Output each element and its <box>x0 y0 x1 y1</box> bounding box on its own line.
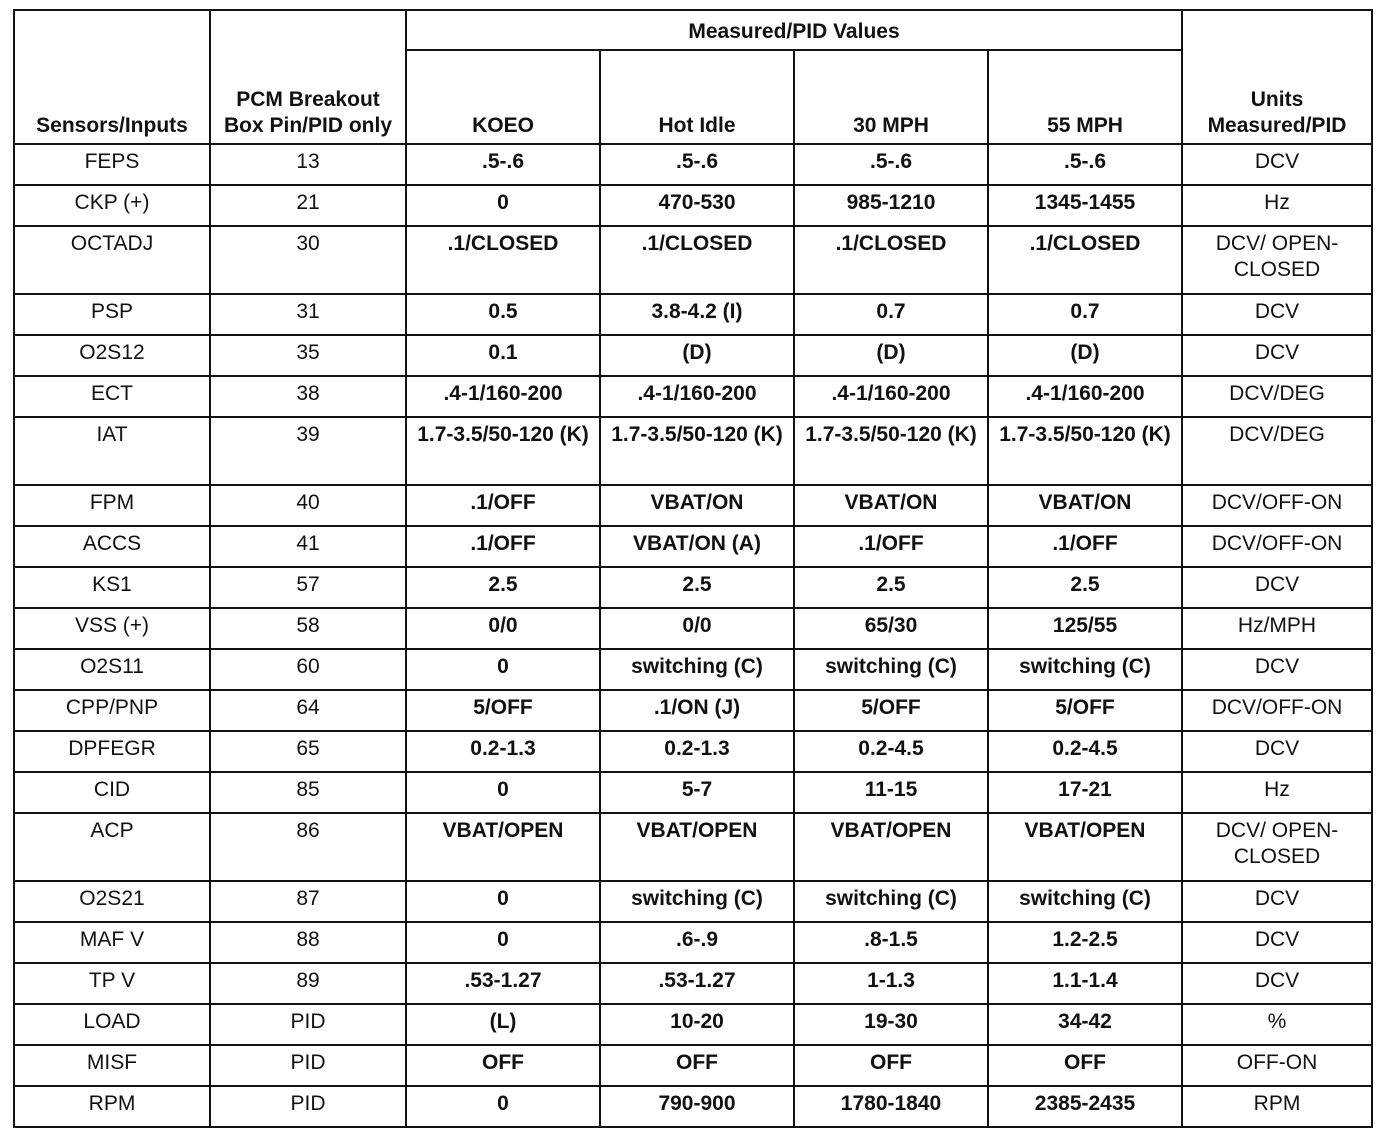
table-row <box>14 144 1372 185</box>
mph55-cell: 0.7 <box>988 294 1182 335</box>
units-cell: DCV <box>1182 335 1372 376</box>
sensor-cell: DPFEGR <box>14 731 210 772</box>
sensor-cell: KS1 <box>14 567 210 608</box>
pin-cell: 41 <box>210 526 406 567</box>
units-cell: DCV/DEG <box>1182 376 1372 417</box>
mph55-cell: VBAT/OPEN <box>988 813 1182 881</box>
hot-idle-cell: 1.7-3.5/50-120 (K) <box>600 417 794 485</box>
mph55-cell: 17-21 <box>988 772 1182 813</box>
units-cell: DCV/OFF-ON <box>1182 526 1372 567</box>
hot-idle-cell: VBAT/ON (A) <box>600 526 794 567</box>
koeo-cell: 0 <box>406 922 600 963</box>
koeo-cell: .1/CLOSED <box>406 226 600 294</box>
table-row <box>14 1045 1372 1086</box>
hot-idle-cell: .4-1/160-200 <box>600 376 794 417</box>
pin-cell: 64 <box>210 690 406 731</box>
table-row <box>14 813 1372 881</box>
sensor-cell: CKP (+) <box>14 185 210 226</box>
mph30-cell: 1-1.3 <box>794 963 988 1004</box>
units-cell: DCV <box>1182 881 1372 922</box>
mph55-cell: VBAT/ON <box>988 485 1182 526</box>
mph30-cell: 2.5 <box>794 567 988 608</box>
mph30-cell: 65/30 <box>794 608 988 649</box>
sensor-cell: FPM <box>14 485 210 526</box>
pin-cell: 30 <box>210 226 406 294</box>
sensor-cell: ACCS <box>14 526 210 567</box>
sensor-cell: TP V <box>14 963 210 1004</box>
units-cell: DCV <box>1182 731 1372 772</box>
hot-idle-cell: 0.2-1.3 <box>600 731 794 772</box>
koeo-cell: (L) <box>406 1004 600 1045</box>
sensor-cell: O2S11 <box>14 649 210 690</box>
pid-values-table <box>13 9 1373 1128</box>
koeo-cell: 0 <box>406 649 600 690</box>
pin-cell: 13 <box>210 144 406 185</box>
hot-idle-cell: 3.8-4.2 (I) <box>600 294 794 335</box>
hot-idle-cell: VBAT/OPEN <box>600 813 794 881</box>
mph30-cell: .4-1/160-200 <box>794 376 988 417</box>
header-koeo: KOEO <box>406 50 600 144</box>
table-row <box>14 1004 1372 1045</box>
pin-cell: 65 <box>210 731 406 772</box>
header-hot-idle: Hot Idle <box>600 50 794 144</box>
mph30-cell: 11-15 <box>794 772 988 813</box>
mph55-cell: OFF <box>988 1045 1182 1086</box>
table-row <box>14 1086 1372 1127</box>
units-cell: DCV <box>1182 963 1372 1004</box>
mph30-cell: VBAT/OPEN <box>794 813 988 881</box>
sensor-cell: OCTADJ <box>14 226 210 294</box>
mph55-cell: 5/OFF <box>988 690 1182 731</box>
mph30-cell: .5-.6 <box>794 144 988 185</box>
mph55-cell: (D) <box>988 335 1182 376</box>
pin-cell: 40 <box>210 485 406 526</box>
hot-idle-cell: .1/ON (J) <box>600 690 794 731</box>
table-row <box>14 772 1372 813</box>
table-row <box>14 294 1372 335</box>
mph30-cell: switching (C) <box>794 881 988 922</box>
pin-cell: PID <box>210 1004 406 1045</box>
koeo-cell: OFF <box>406 1045 600 1086</box>
pin-cell: 89 <box>210 963 406 1004</box>
hot-idle-cell: 470-530 <box>600 185 794 226</box>
units-cell: DCV <box>1182 922 1372 963</box>
koeo-cell: 0.5 <box>406 294 600 335</box>
koeo-cell: 5/OFF <box>406 690 600 731</box>
table-row <box>14 485 1372 526</box>
pin-cell: 85 <box>210 772 406 813</box>
units-cell: DCV <box>1182 567 1372 608</box>
sensor-cell: CID <box>14 772 210 813</box>
sensor-cell: O2S21 <box>14 881 210 922</box>
pin-cell: 35 <box>210 335 406 376</box>
pin-cell: 58 <box>210 608 406 649</box>
mph55-cell: .5-.6 <box>988 144 1182 185</box>
mph55-cell: .1/OFF <box>988 526 1182 567</box>
pin-cell: 21 <box>210 185 406 226</box>
sensor-cell: MISF <box>14 1045 210 1086</box>
koeo-cell: 1.7-3.5/50-120 (K) <box>406 417 600 485</box>
mph30-cell: 1.7-3.5/50-120 (K) <box>794 417 988 485</box>
mph30-cell: 19-30 <box>794 1004 988 1045</box>
units-cell: OFF-ON <box>1182 1045 1372 1086</box>
pin-cell: 87 <box>210 881 406 922</box>
sensor-cell: PSP <box>14 294 210 335</box>
sensor-cell: MAF V <box>14 922 210 963</box>
pin-cell: 39 <box>210 417 406 485</box>
units-cell: DCV <box>1182 649 1372 690</box>
koeo-cell: 0 <box>406 772 600 813</box>
sensor-cell: FEPS <box>14 144 210 185</box>
koeo-cell: 0 <box>406 881 600 922</box>
pin-cell: 31 <box>210 294 406 335</box>
mph55-cell: .1/CLOSED <box>988 226 1182 294</box>
mph55-cell: switching (C) <box>988 649 1182 690</box>
hot-idle-cell: 2.5 <box>600 567 794 608</box>
table-row <box>14 922 1372 963</box>
mph30-cell: OFF <box>794 1045 988 1086</box>
koeo-cell: 2.5 <box>406 567 600 608</box>
header-55mph: 55 MPH <box>988 50 1182 144</box>
koeo-cell: 0 <box>406 185 600 226</box>
koeo-cell: .5-.6 <box>406 144 600 185</box>
koeo-cell: 0/0 <box>406 608 600 649</box>
units-cell: DCV/DEG <box>1182 417 1372 485</box>
sensor-cell: IAT <box>14 417 210 485</box>
mph55-cell: 1.2-2.5 <box>988 922 1182 963</box>
mph30-cell: 5/OFF <box>794 690 988 731</box>
koeo-cell: .4-1/160-200 <box>406 376 600 417</box>
header-pin: PCM Breakout Box Pin/PID only <box>210 10 406 144</box>
mph30-cell: .1/CLOSED <box>794 226 988 294</box>
mph30-cell: .1/OFF <box>794 526 988 567</box>
units-cell: Hz <box>1182 185 1372 226</box>
mph55-cell: 125/55 <box>988 608 1182 649</box>
koeo-cell: .53-1.27 <box>406 963 600 1004</box>
pin-cell: 86 <box>210 813 406 881</box>
hot-idle-cell: switching (C) <box>600 881 794 922</box>
koeo-cell: 0.2-1.3 <box>406 731 600 772</box>
mph55-cell: switching (C) <box>988 881 1182 922</box>
mph55-cell: .4-1/160-200 <box>988 376 1182 417</box>
sensor-cell: O2S12 <box>14 335 210 376</box>
table-row <box>14 963 1372 1004</box>
units-cell: Hz/MPH <box>1182 608 1372 649</box>
koeo-cell: 0 <box>406 1086 600 1127</box>
hot-idle-cell: 10-20 <box>600 1004 794 1045</box>
units-cell: % <box>1182 1004 1372 1045</box>
hot-idle-cell: .5-.6 <box>600 144 794 185</box>
table-row <box>14 526 1372 567</box>
units-cell: DCV <box>1182 294 1372 335</box>
units-cell: DCV/OFF-ON <box>1182 485 1372 526</box>
mph55-cell: 1345-1455 <box>988 185 1182 226</box>
table-row <box>14 690 1372 731</box>
table-row <box>14 185 1372 226</box>
hot-idle-cell: switching (C) <box>600 649 794 690</box>
koeo-cell: VBAT/OPEN <box>406 813 600 881</box>
units-cell: DCV/ OPEN-CLOSED <box>1182 813 1372 881</box>
pin-cell: 60 <box>210 649 406 690</box>
hot-idle-cell: 790-900 <box>600 1086 794 1127</box>
hot-idle-cell: .6-.9 <box>600 922 794 963</box>
header-measured-group: Measured/PID Values <box>406 10 1182 50</box>
units-cell: DCV/ OPEN-CLOSED <box>1182 226 1372 294</box>
mph55-cell: 2385-2435 <box>988 1086 1182 1127</box>
mph55-cell: 0.2-4.5 <box>988 731 1182 772</box>
mph30-cell: switching (C) <box>794 649 988 690</box>
mph55-cell: 1.1-1.4 <box>988 963 1182 1004</box>
table-row <box>14 226 1372 294</box>
table-row <box>14 881 1372 922</box>
hot-idle-cell: 0/0 <box>600 608 794 649</box>
header-sensors: Sensors/Inputs <box>14 10 210 144</box>
hot-idle-cell: 5-7 <box>600 772 794 813</box>
table-row <box>14 417 1372 485</box>
header-units: Units Measured/PID <box>1182 10 1372 144</box>
units-cell: DCV <box>1182 144 1372 185</box>
sensor-cell: CPP/PNP <box>14 690 210 731</box>
sensor-cell: ACP <box>14 813 210 881</box>
koeo-cell: .1/OFF <box>406 526 600 567</box>
sensor-cell: LOAD <box>14 1004 210 1045</box>
hot-idle-cell: VBAT/ON <box>600 485 794 526</box>
pin-cell: PID <box>210 1086 406 1127</box>
units-cell: Hz <box>1182 772 1372 813</box>
header-30mph: 30 MPH <box>794 50 988 144</box>
hot-idle-cell: .1/CLOSED <box>600 226 794 294</box>
mph55-cell: 2.5 <box>988 567 1182 608</box>
table-row <box>14 608 1372 649</box>
mph30-cell: 0.2-4.5 <box>794 731 988 772</box>
table-row <box>14 335 1372 376</box>
hot-idle-cell: .53-1.27 <box>600 963 794 1004</box>
mph30-cell: 0.7 <box>794 294 988 335</box>
mph30-cell: .8-1.5 <box>794 922 988 963</box>
pin-cell: PID <box>210 1045 406 1086</box>
hot-idle-cell: (D) <box>600 335 794 376</box>
koeo-cell: 0.1 <box>406 335 600 376</box>
pin-cell: 38 <box>210 376 406 417</box>
hot-idle-cell: OFF <box>600 1045 794 1086</box>
sensor-cell: RPM <box>14 1086 210 1127</box>
units-cell: RPM <box>1182 1086 1372 1127</box>
mph55-cell: 34-42 <box>988 1004 1182 1045</box>
pin-cell: 88 <box>210 922 406 963</box>
table-row <box>14 376 1372 417</box>
mph30-cell: (D) <box>794 335 988 376</box>
mph30-cell: VBAT/ON <box>794 485 988 526</box>
pin-cell: 57 <box>210 567 406 608</box>
mph30-cell: 1780-1840 <box>794 1086 988 1127</box>
mph30-cell: 985-1210 <box>794 185 988 226</box>
mph55-cell: 1.7-3.5/50-120 (K) <box>988 417 1182 485</box>
sensor-cell: VSS (+) <box>14 608 210 649</box>
units-cell: DCV/OFF-ON <box>1182 690 1372 731</box>
table-row <box>14 567 1372 608</box>
table-row <box>14 649 1372 690</box>
koeo-cell: .1/OFF <box>406 485 600 526</box>
table-row <box>14 731 1372 772</box>
sensor-cell: ECT <box>14 376 210 417</box>
